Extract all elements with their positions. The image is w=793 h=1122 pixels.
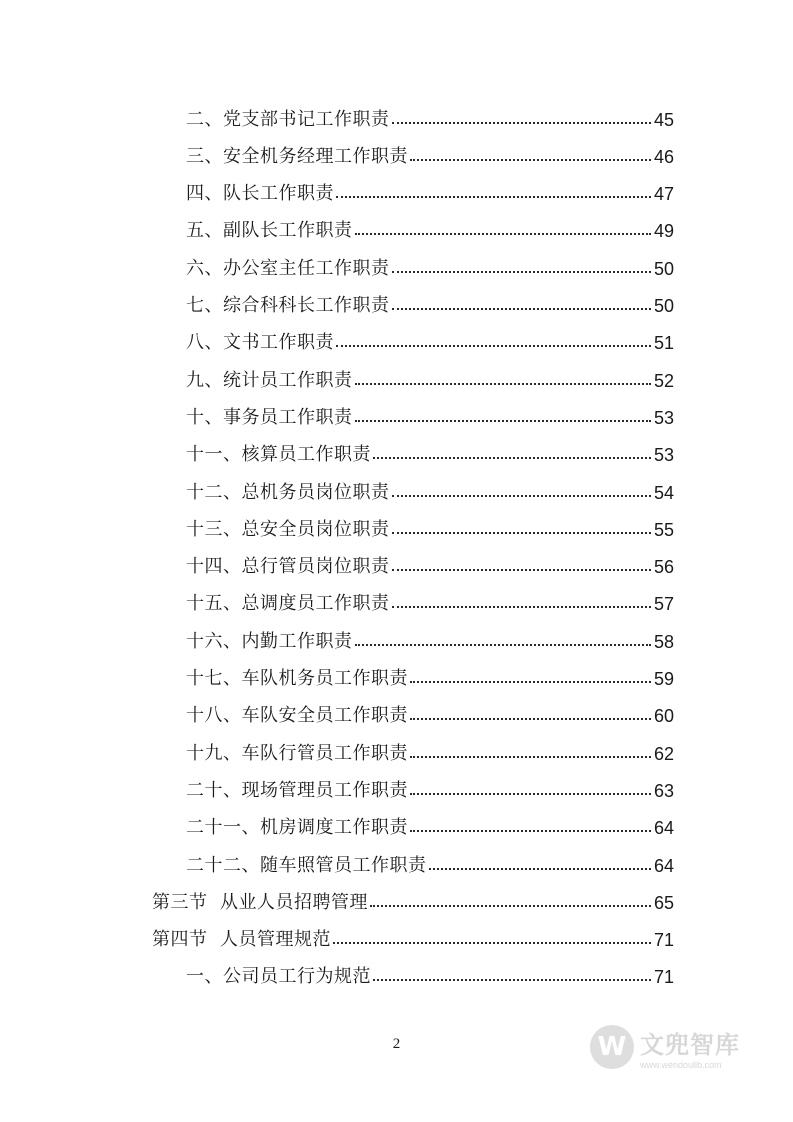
- toc-entry[interactable]: [186, 959, 674, 996]
- toc-entry[interactable]: [186, 586, 674, 623]
- toc-entry-title: 二十二、随车照管员工作职责: [186, 854, 427, 876]
- toc-leader-dots: [410, 793, 651, 795]
- watermark-logo-icon: [590, 1025, 634, 1069]
- toc-entry[interactable]: [186, 810, 674, 847]
- toc-entry-page: 51: [653, 333, 674, 354]
- toc-entry-title: 第三节 从业人员招聘管理: [152, 891, 368, 913]
- toc-entry[interactable]: [186, 288, 674, 325]
- toc-leader-dots: [410, 159, 651, 161]
- toc-entry[interactable]: [186, 250, 674, 287]
- toc-entry-page: 59: [653, 669, 674, 689]
- toc-entry[interactable]: [186, 623, 674, 660]
- toc-leader-dots: [333, 942, 651, 944]
- toc-entry-title: 十三、总安全员岗位职责: [186, 518, 390, 540]
- toc-entry-title: 一、公司员工行为规范: [186, 966, 371, 988]
- toc-entry-page: 58: [653, 631, 674, 652]
- toc-entry[interactable]: [186, 474, 674, 511]
- toc-entry-page: 53: [653, 407, 674, 428]
- toc-entry-page: 64: [653, 818, 674, 839]
- toc-entry-title: 十二、总机务员岗位职责: [186, 481, 390, 503]
- toc-entry-page: 60: [653, 706, 674, 727]
- toc-entry-page: 54: [653, 482, 674, 503]
- toc-entry[interactable]: [186, 325, 674, 362]
- toc-entry[interactable]: [186, 213, 674, 250]
- toc-leader-dots: [392, 308, 651, 310]
- toc-entry[interactable]: [186, 176, 674, 213]
- toc-entry-title: 十一、核算员工作职责: [186, 444, 371, 466]
- toc-entry-title: 三、安全机务经理工作职责: [186, 145, 408, 167]
- toc-entry-title: 十九、车队行管员工作职责: [186, 742, 408, 764]
- toc-entry-title: 十五、总调度员工作职责: [186, 593, 390, 615]
- toc-entry-title: 十六、内勤工作职责: [186, 630, 353, 652]
- toc-entry-page: 53: [653, 445, 674, 466]
- toc-entry[interactable]: [186, 698, 674, 735]
- toc-entry[interactable]: [186, 138, 674, 175]
- toc-leader-dots: [355, 644, 651, 646]
- toc-entry-page: 47: [653, 184, 674, 205]
- toc-leader-dots: [392, 569, 651, 571]
- toc-entry[interactable]: [186, 437, 674, 474]
- toc-entry-page: 52: [653, 370, 674, 391]
- toc-entry-title: 六、办公室主任工作职责: [186, 257, 390, 279]
- toc-entry-page: 57: [653, 594, 674, 615]
- toc-leader-dots: [355, 233, 651, 235]
- toc-entry-title: 十八、车队安全员工作职责: [186, 705, 408, 727]
- toc-entry[interactable]: [186, 511, 674, 548]
- toc-leader-dots: [355, 383, 651, 385]
- toc-entry[interactable]: [186, 399, 674, 436]
- toc-leader-dots: [370, 905, 651, 907]
- watermark: [590, 1022, 750, 1072]
- toc-entry-title: 二十、现场管理员工作职责: [186, 779, 408, 801]
- toc-entry[interactable]: [152, 884, 674, 921]
- toc-leader-dots: [392, 122, 651, 124]
- toc-leader-dots: [373, 457, 651, 459]
- toc-leader-dots: [410, 681, 651, 683]
- toc-entry-page: 46: [653, 146, 674, 167]
- toc-leader-dots: [410, 756, 651, 758]
- toc-entry-page: 65: [653, 892, 674, 913]
- toc-leader-dots: [392, 271, 651, 273]
- toc-entry-title: 五、副队长工作职责: [186, 220, 353, 242]
- toc-leader-dots: [373, 979, 651, 981]
- toc-entry-title: 四、队长工作职责: [186, 183, 334, 205]
- toc-entry-page: 56: [653, 557, 674, 578]
- toc-entry-title: 二十一、机房调度工作职责: [186, 817, 408, 839]
- toc-entry-page: 63: [653, 780, 674, 801]
- watermark-text: [640, 1025, 740, 1070]
- toc-entry-page: 50: [653, 258, 674, 279]
- toc-entry[interactable]: [186, 362, 674, 399]
- toc-entry-page: 50: [653, 296, 674, 316]
- page-number: 2: [392, 1036, 401, 1052]
- toc-entry[interactable]: [186, 735, 674, 772]
- toc-entry-title: 八、文书工作职责: [186, 332, 334, 354]
- toc-entry-title: 十七、车队机务员工作职责: [186, 668, 408, 689]
- toc-leader-dots: [429, 868, 651, 870]
- toc-entry-page: 62: [653, 743, 674, 764]
- toc-leader-dots: [410, 830, 651, 832]
- toc-entry-title: 十四、总行管员岗位职责: [186, 556, 390, 578]
- toc-entry-title: 九、统计员工作职责: [186, 369, 353, 391]
- toc-entry[interactable]: [152, 922, 674, 959]
- toc-leader-dots: [392, 532, 651, 534]
- toc-entry-page: 45: [653, 109, 674, 130]
- toc-entry-title: 二、党支部书记工作职责: [186, 108, 390, 130]
- toc-leader-dots: [410, 718, 651, 720]
- toc-leader-dots: [336, 345, 651, 347]
- toc-entry-page: 71: [653, 930, 674, 951]
- toc-entry-page: 49: [653, 221, 674, 242]
- toc-leader-dots: [392, 495, 651, 497]
- toc-leader-dots: [392, 606, 651, 608]
- toc-entry-page: 71: [653, 967, 674, 988]
- toc-entry-page: 55: [653, 519, 674, 540]
- toc-entry-title: 十、事务员工作职责: [186, 406, 353, 428]
- toc-entry[interactable]: [186, 101, 674, 138]
- toc-entry[interactable]: [186, 772, 674, 809]
- toc-entry[interactable]: [186, 549, 674, 586]
- watermark-logo-glyph: W: [597, 1032, 627, 1062]
- toc-entry-page: 64: [653, 855, 674, 876]
- watermark-name: 文兜智库: [640, 1030, 740, 1059]
- toc-leader-dots: [355, 420, 651, 422]
- toc-leader-dots: [336, 196, 651, 198]
- watermark-url: www.wendoulib.com: [640, 1059, 722, 1070]
- toc-entry-title: 七、综合科科长工作职责: [186, 295, 390, 316]
- toc-entry-title: 第四节 人员管理规范: [152, 929, 331, 951]
- toc-entry[interactable]: [186, 661, 674, 698]
- toc-entry[interactable]: [186, 847, 674, 884]
